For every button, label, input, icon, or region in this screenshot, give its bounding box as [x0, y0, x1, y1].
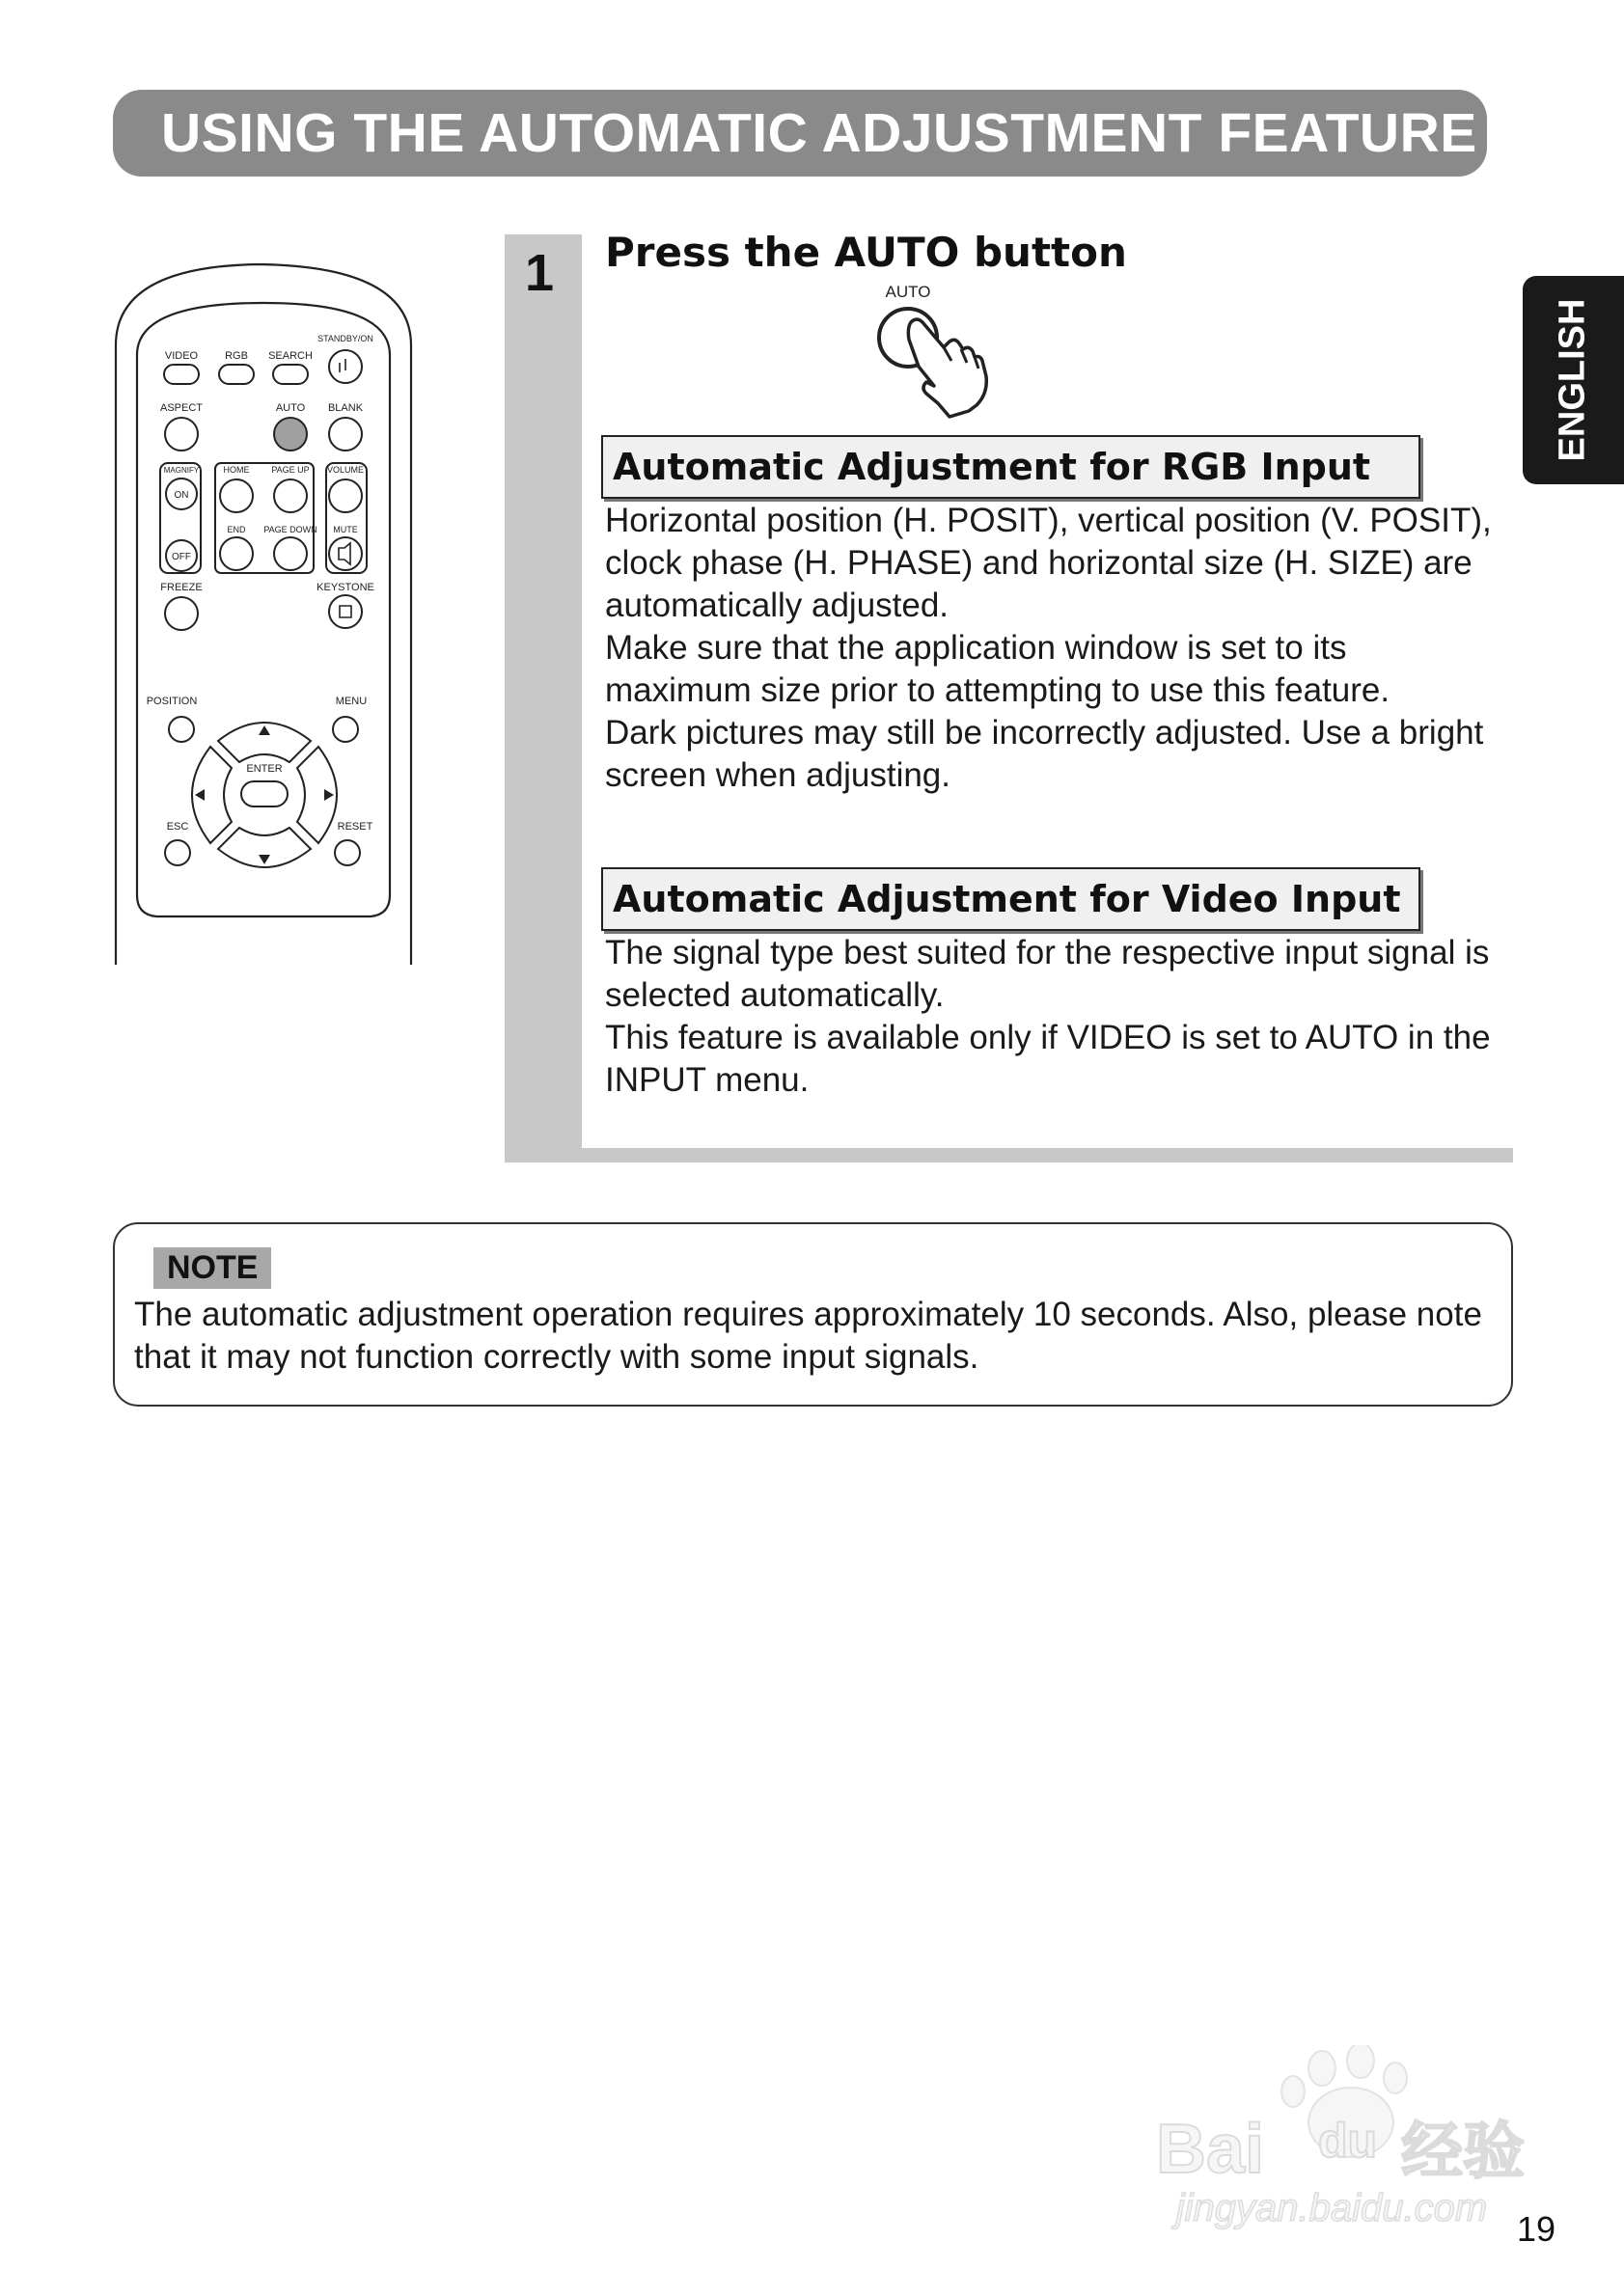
end-button	[220, 537, 253, 570]
watermark-url: jingyan.baidu.com	[1175, 2187, 1488, 2229]
mute-button	[329, 537, 362, 570]
on-label: ON	[174, 490, 189, 501]
enter-label: ENTER	[246, 763, 283, 775]
page-down-button	[274, 537, 307, 570]
off-label: OFF	[172, 552, 191, 562]
auto-icon-label: AUTO	[885, 283, 931, 301]
menu-label: MENU	[335, 696, 368, 707]
standby-label: STANDBY/ON	[317, 334, 373, 343]
search-label: SEARCH	[268, 350, 313, 362]
volume-button	[329, 479, 362, 512]
auto-button-press-icon	[855, 280, 1000, 424]
rgb-section-heading-box	[601, 435, 1420, 499]
magnify-label: MAGNIFY	[163, 466, 200, 475]
enter-button	[241, 781, 288, 806]
rgb-section-body	[605, 500, 1493, 797]
watermark-brand: Bai	[1156, 2111, 1265, 2188]
video-section-body	[605, 932, 1493, 1102]
video-section-heading: Automatic Adjustment for Video Input	[613, 878, 1401, 920]
position-button	[169, 717, 194, 742]
rgb-label: RGB	[225, 350, 248, 362]
position-label: POSITION	[146, 696, 198, 707]
page-title-bar	[113, 90, 1487, 177]
reset-label: RESET	[337, 821, 373, 833]
mute-label: MUTE	[333, 525, 358, 534]
video-paragraph: This feature is available only if VIDEO is set to AUTO in the INPUT menu.	[605, 1019, 1491, 1099]
note-text: The automatic adjustment operation requires approximately 10 seconds. Also, please note that it may not function correctly with some input signals.	[134, 1296, 1482, 1376]
aspect-button	[165, 418, 198, 451]
reset-button	[335, 840, 360, 865]
esc-label: ESC	[166, 821, 189, 833]
watermark-brand-du: du	[1318, 2114, 1378, 2168]
page-up-label: PAGE UP	[271, 465, 310, 475]
home-label: HOME	[223, 465, 250, 475]
note-box	[113, 1222, 1513, 1407]
auto-button-highlighted	[274, 418, 307, 451]
page-up-button	[274, 479, 307, 512]
rgb-paragraph: Horizontal position (H. POSIT), vertical position (V. POSIT), clock phase (H. PHASE) and horizontal size (H. SIZE) are automatically adjusted.	[605, 502, 1492, 624]
auto-label: AUTO	[275, 402, 306, 414]
menu-button	[333, 717, 358, 742]
step-heading: Press the AUTO button	[605, 229, 1127, 276]
baidu-watermark-logo	[1148, 2045, 1534, 2238]
watermark-service: 经验	[1401, 2117, 1525, 2186]
rgb-paragraph: Dark pictures may still be incorrectly adjusted. Use a bright screen when adjusting.	[605, 714, 1484, 794]
keystone-label: KEYSTONE	[317, 582, 374, 593]
keystone-button	[329, 595, 362, 628]
video-button	[164, 365, 199, 384]
esc-button	[165, 840, 190, 865]
remote-control-illustration	[104, 259, 423, 965]
rgb-button	[219, 365, 254, 384]
page-number: 19	[1517, 2209, 1556, 2249]
step-number: 1	[525, 244, 555, 302]
end-label: END	[227, 525, 246, 534]
rgb-section-heading: Automatic Adjustment for RGB Input	[613, 446, 1371, 488]
step-bottom-rule	[505, 1148, 1513, 1162]
video-paragraph: The signal type best suited for the respective input signal is selected automatically.	[605, 934, 1490, 1014]
rgb-paragraph: Make sure that the application window is set to its maximum size prior to attempting to use this feature.	[605, 629, 1390, 709]
home-button	[220, 479, 253, 512]
aspect-label: ASPECT	[159, 402, 204, 414]
note-label: NOTE	[153, 1247, 271, 1289]
video-label: VIDEO	[164, 350, 199, 362]
freeze-button	[165, 597, 198, 630]
language-tab	[1523, 276, 1624, 484]
blank-button	[329, 418, 362, 451]
freeze-label: FREEZE	[160, 582, 203, 593]
language-tab-label: ENGLISH	[1552, 298, 1593, 462]
step-side-bar	[505, 234, 582, 1162]
blank-label: BLANK	[327, 402, 364, 414]
page-title: USING THE AUTOMATIC ADJUSTMENT FEATURE	[161, 102, 1477, 164]
volume-label: VOLUME	[326, 465, 365, 475]
video-section-heading-box	[601, 867, 1420, 931]
search-button	[273, 365, 308, 384]
page-down-label: PAGE DOWN	[263, 525, 317, 534]
